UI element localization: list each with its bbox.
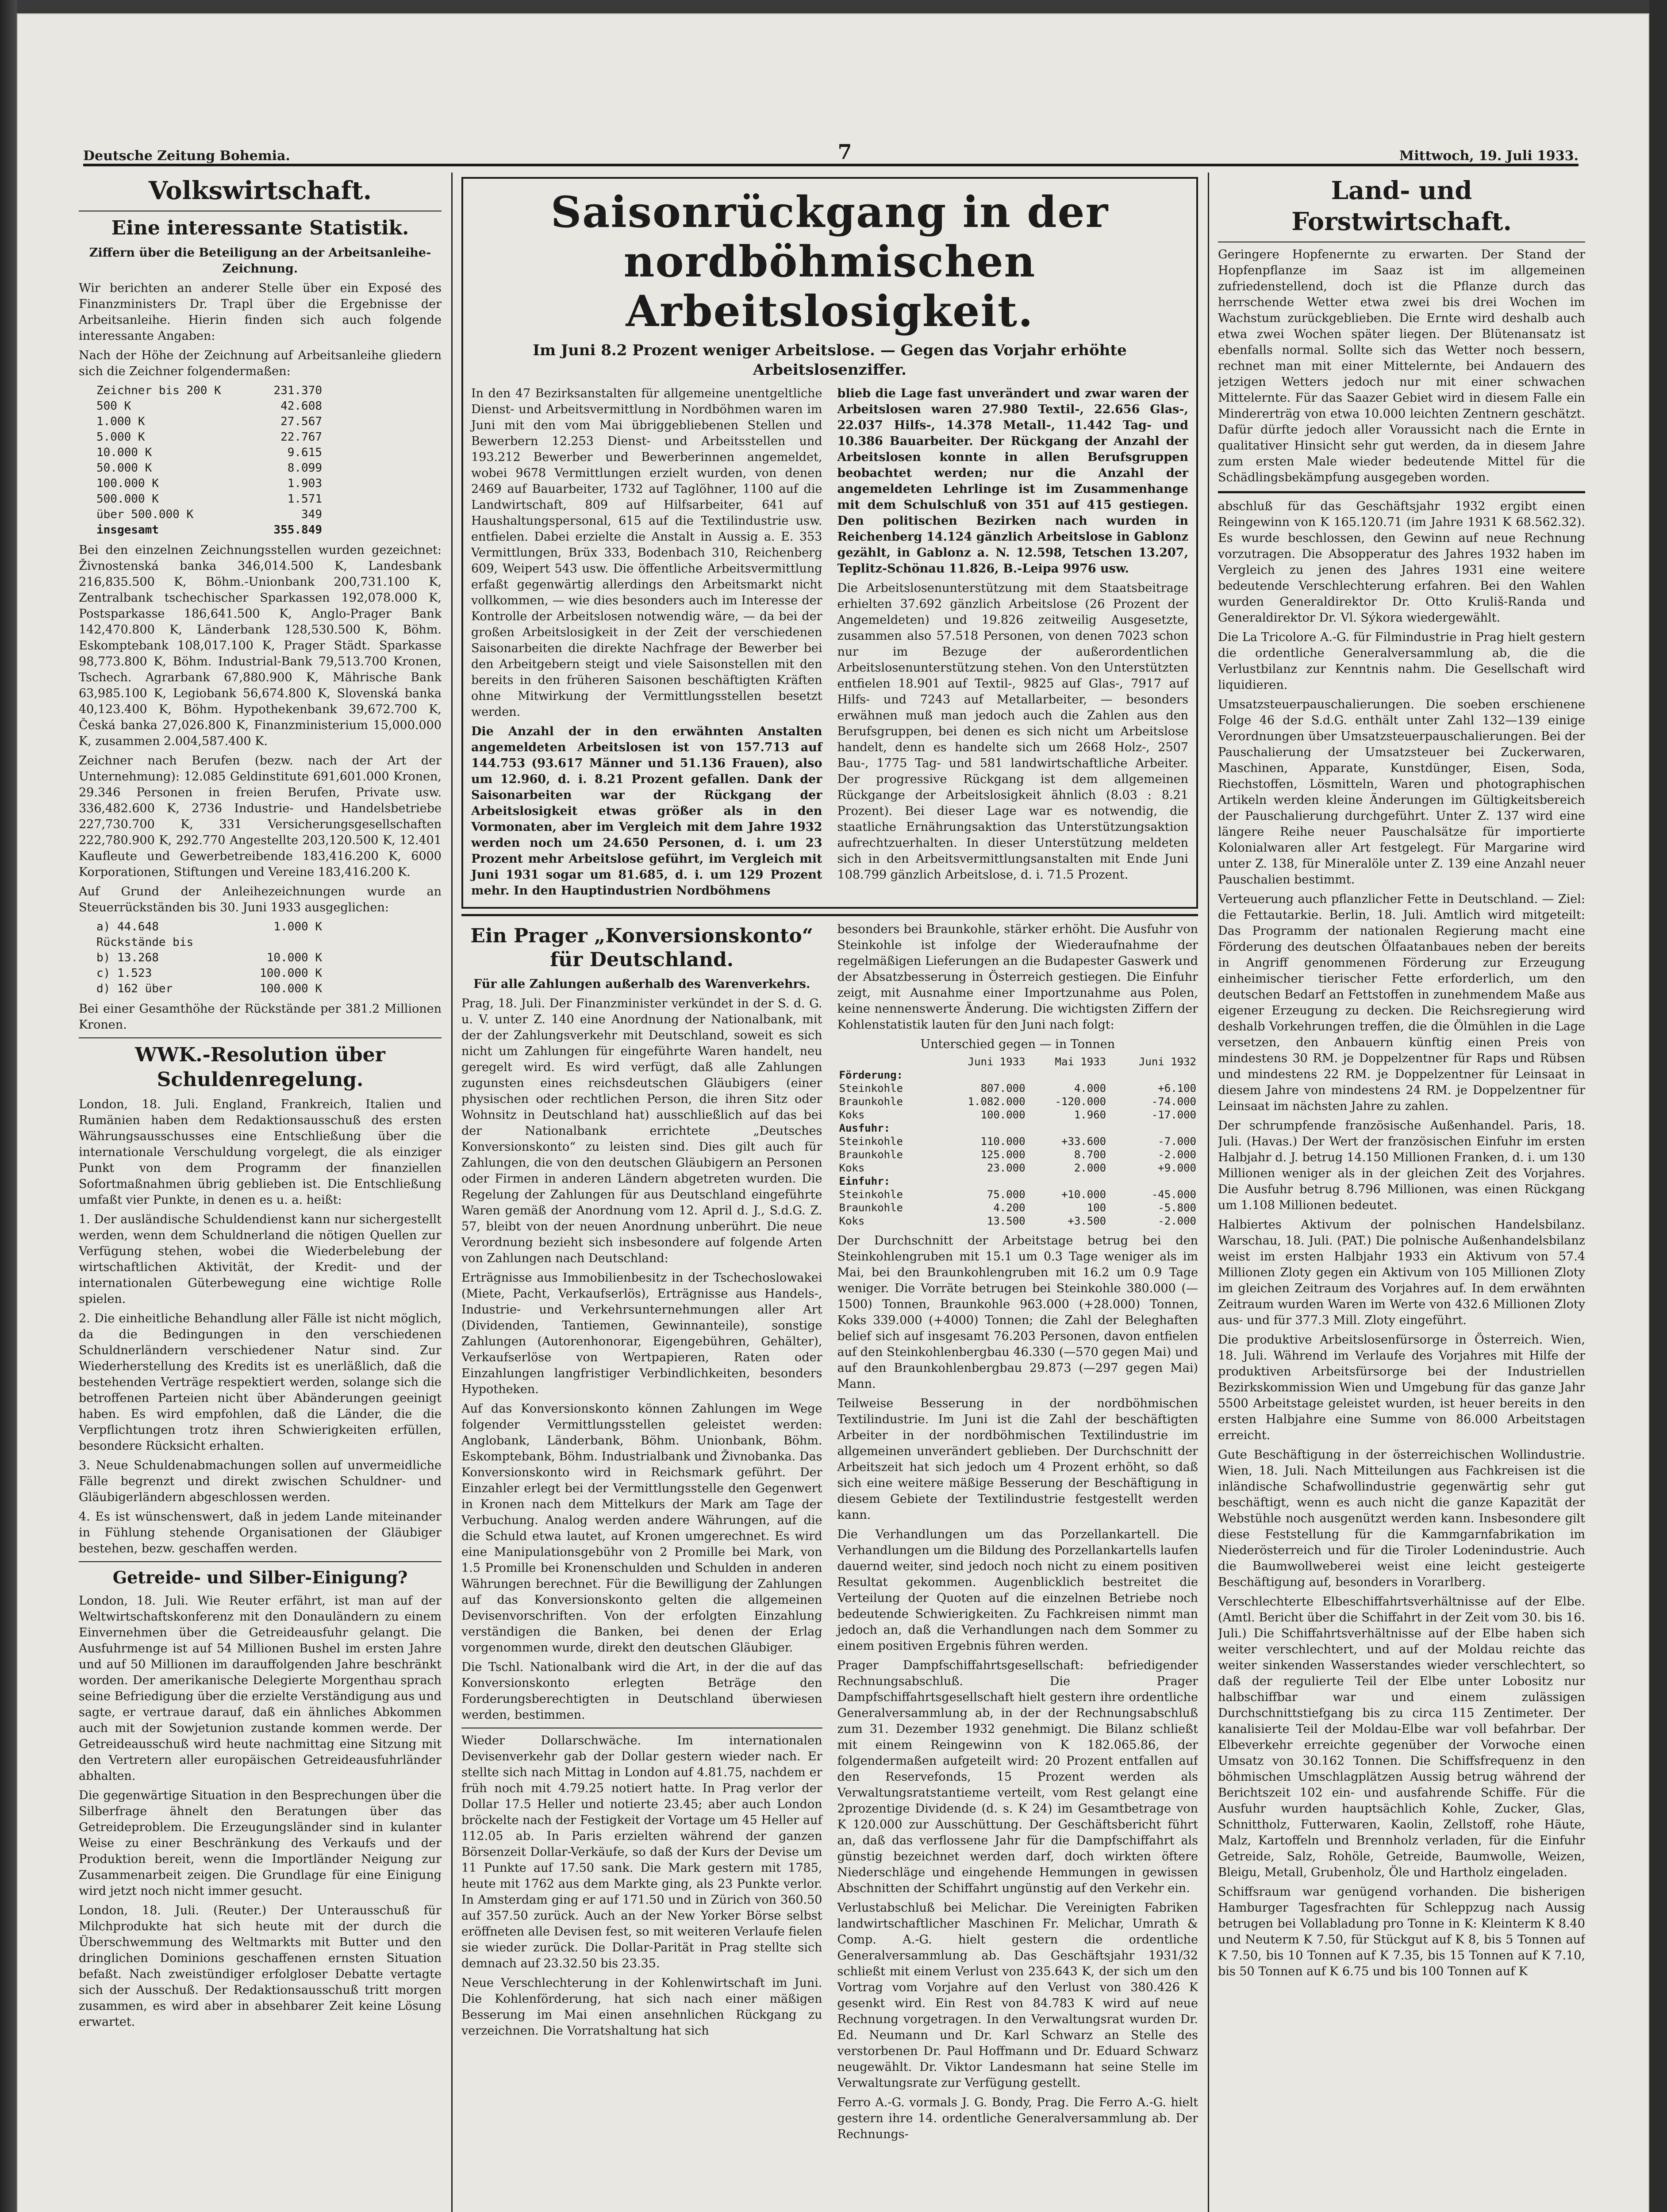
paragraph: Der Durchschnitt der Arbeitstage betrug bei den Steinkohlengruben mit 15.1 um 0.3 Tage weniger als im Mai, bei den Braunkohlengruben mit 16.2 um 0.9 Tage weniger. Die Vorräte betrugen bei Steinkohle 380.000 (—1500) Tonnen, Braunkohle 963.000 (+28.000) Tonnen, Koks 339.000 (+4000) Tonnen; die Zahl der Beleghaften belief sich auf insgesamt 76.203 Personen, davon entfielen auf den Steinkohlenbergbau 46.330 (—570 gegen Mai) und auf den Braunkohlenbergbau 29.873 (—297 gegen Mai) Mann.	[837, 1234, 1198, 1391]
paragraph: blieb die Lage fast unverändert und zwar waren der Arbeitslosen waren 27.980 Textil-, 22.656 Glas-, 22.037 Hilfs-, 14.378 Metall-, 11.442 Tag- und 10.386 Bauarbeiter. Der Rückgang der Anzahl der Arbeitslosen konnte in allen Berufsgruppen beobachtet werden; nur die Anzahl der angemeldeten Lehrlinge ist im Zusammenhange mit dem Schulschluß von 351 auf 415 gestiegen. Den politischen Bezirken nach wurden in Reichenberg 14.124 gänzlich Arbeitslose in Gablonz gezählt, in Gablonz a. N. 12.598, Tetschen 13.207, Teplitz-Schönau 11.826, B.-Leipa 9976 usw.	[837, 387, 1188, 576]
divider	[79, 1037, 442, 1038]
stat-row: 500 K 42.608	[96, 399, 322, 413]
paragraph: Bei den einzelnen Zeichnungsstellen wurden gezeichnet: Živnostenská banka 346,014.500 K, Landesbank 216,835.500 K, Böhm.-Unionbank 200,731.100 K, Zentralbank tschechischer Sparkassen 192,078.000 K, Postsparkasse 186,641.500 K, Anglo-Prager Bank 142,470.800 K, Länderbank 128,530.500 K, Böhm. Eskomptebank 108,017.100 K, Prager Städt. Sparkasse 98,773.800 K, Böhm. Industrial-Bank 79,513.700 Kronen, Tschech. Agrarbank 67,880.900 K, Mährische Bank 63,985.100 K, Legiobank 56,674.800 K, Slovenská banka 40,123.400 K, Böhm. Hypothekenbank 39,672.700 K, Česká banka 27,026.800 K, Finanzministerium 15,000.000 K, zusammen 2.004,587.400 K.	[79, 543, 442, 748]
paragraph: Die Verhandlungen um das Porzellankartell. Die Verhandlungen um die Bildung des Porzellankartells laufen dauernd weiter, sind jedoch noch nicht zu einem positiven Resultat gekommen. Augenblicklich bestreitet die Verteilung der Quoten auf die einzelnen Betriebe noch bedeutende Schwierigkeiten. Zu Fachkreisen nimmt man jedoch an, daß die Verhandlungen nach dem Sommer zu einem positiven Ergebnis führen werden.	[837, 1528, 1198, 1653]
paragraph: Verlustabschluß bei Melichar. Die Vereinigten Fabriken landwirtschaftlicher Maschinen Fr. Melichar, Umrath & Comp. A.-G. hielt gestern die ordentliche Generalversammlung ab. Das Geschäftsjahr 1931/32 schließt mit einem Verlust von 235.643 K, der sich um den Vortrag vom Vorjahre auf den Verlust von 380.426 K gesenkt wird. Ein Rest von 84.783 K wird auf neue Rechnung vorgetragen. In den Verwaltungsrat wurden Dr. Ed. Neumann und Dr. Karl Schwarz an Stelle des verstorbenen Dr. Paul Hoffmann und Dr. Eduard Schwarz neugewählt. Dr. Viktor Landesmann hat seine Stelle im Verwaltungsrate zur Verfügung gestellt.	[837, 1901, 1198, 2090]
paragraph: Auf das Konversionskonto können Zahlungen im Wege folgender Vermittlungsstellen geleistet werden: Anglobank, Länderbank, Böhm. Unionbank, Böhm. Eskomptebank, Böhm. Industrialbank und Živnobanka. Das Konversionskonto wird in Reichsmark geführt. Der Einzahler erlegt bei der Vermittlungsstelle den Gegenwert in Kronen nach dem Mittelkurs der Mark am Tage der Verbuchung. Analog werden andere Währungen, auf die die Schuld etwa lautet, auf Kronen umgerechnet. Es wird eine Manipulationsgebühr von 2 Promille bei Mark, von 1.5 Promille bei Kronenschulden und Schulden in anderen Währungen berechnet. Für die Bewilligung der Zahlungen auf das Konversionskonto gelten die allgemeinen Devisenvorschriften. Von der erfolgten Einzahlung verständigen die Banken, bei denen der Erlag vorgenommen wurde, direkt den deutschen Gläubiger.	[461, 1402, 822, 1655]
paragraph: Erträgnisse aus Immobilienbesitz in der Tschechoslowakei (Miete, Pacht, Verkaufserlös), Erträgnisse aus Handels-, Industrie- und Verkehrsunternehmungen aller Art (Dividenden, Tantiemen, Gewinnanteile), sonstige Zahlungen (Autorenhonorar, Eigengebühren, Gehälter), Verkaufserlöse von Wertpapieren, Raten oder Einzahlungen langfristiger Verbindlichkeiten, besonders Hypotheken.	[461, 1271, 822, 1396]
lead-body	[471, 386, 1188, 902]
paragraph: Schiffsraum war genügend vorhanden. Die bisherigen Hamburger Tagesfrachten für Schleppzug nach Aussig betrugen bei Vollabladung pro Tonne in K: Kleinterm K 8.40 und Neuterm K 7.50, für Stückgut auf K 8, bis 5 Tonnen auf K 7.50, bis 10 Tonnen auf K 7.35, bis 15 Tonnen auf K 7.10, bis 50 Tonnen auf K 6.75 und bis 100 Tonnen auf K	[1218, 1885, 1585, 1978]
paragraph: 3. Neue Schuldenabmachungen sollen auf unvermeidliche Fälle begrenzt und direkt zwischen Schuldner- und Gläubigerländern abgeschlossen werden.	[79, 1459, 442, 1504]
article-title: WWK.-Resolution über Schuldenregelung.	[135, 1044, 385, 1091]
table-row: Braunkohle 125.000 8.700 -2.000	[839, 1148, 1196, 1161]
table-row: Braunkohle 4.200 100 -5.800	[839, 1202, 1196, 1214]
table-section: Förderung:	[839, 1069, 903, 1081]
paragraph: Die Anzahl der in den erwähnten Anstalten angemeldeten Arbeitslosen ist von 157.713 auf 144.753 (93.617 Männer und 51.136 Frauen), also um 12.960, d. i. 8.21 Prozent gefallen. Dank der Saisonarbeiten war der Rückgang der Arbeitslosigkeit etwas größer als in den Vormonaten, aber im Vergleich mit dem Jahre 1932 werden noch um 24.650 Personen, d. i. um 23 Prozent mehr Arbeitslose geführt, im Vergleich mit Juni 1931 sogar um 81.685, d. i. um 129 Prozent mehr. In den Hauptindustrien Nordböhmens	[471, 725, 822, 898]
stat-row: 5.000 K 22.767	[96, 430, 322, 444]
statistics-list	[96, 383, 442, 538]
lead-article	[461, 177, 1198, 909]
article-subtitle: Für alle Zahlungen außerhalb des Warenverkehrs.	[473, 977, 810, 991]
paragraph: Die Arbeitslosenunterstützung mit dem Staatsbeitrage erhielten 37.692 gänzlich Arbeitslose (26 Prozent der Angemeldeten) und 19.826 zeitweilig Ausgesetzte, zusammen also 57.518 Personen, von denen 7023 schon nur im Bezuge der außerordentlichen Arbeitslosenunterstützung stehen. Von den Unterstützten entfielen 18.901 auf Textil-, 9825 auf Glas-, 7917 auf Hilfs- und 7243 auf Metallarbeiter, — besonders erwähnen muß man jedoch auch die Zahlen aus den Berufsgruppen, bei denen es sich nicht um Arbeitslose handelt, denn es handelte sich um 2668 Holz-, 2507 Bau-, 1775 Tag- und 581 landwirtschaftliche Arbeiter. Der progressive Rückgang ist dem allgemeinen Rückgange der Arbeitslosigkeit ähnlich (8.03 : 8.21 Prozent). Bei dieser Lage war es notwendig, die staatliche Ernährungsaktion das Unterstützungsaktion aufrechtzuerhalten. In dieser Unterstützung meldeten sich in den Arbeitsvermittlungsanstalten mit Ende Juni 108.799 gänzlich Arbeitslose, d. i. 71.5 Prozent.	[837, 581, 1188, 882]
stat-row: 1.000 K 27.567	[96, 415, 322, 428]
paragraph: London, 18. Juli. Wie Reuter erfährt, ist man auf der Weltwirtschaftskonferenz mit den Donauländern zu einem Einvernehmen über die Getreideausfuhr gelangt. Die Ausfuhrmenge ist auf 54 Millionen Bushel im ersten Jahre und auf 50 Millionen im darauffolgenden Jahre beschränkt worden. Der amerikanische Delegierte Morgenthau sprach seine Befriedigung über die erzielte Verständigung aus und sagte, er vertraue darauf, daß ein ähnliches Abkommen auch mit der Sowjetunion zustande kommen werde. Der Getreideausschuß wird heute nachmittag eine Sitzung mit den Vertretern aller europäischen Getreideausfuhrländer abhalten.	[79, 1594, 442, 1783]
divider	[461, 914, 1198, 916]
stat-row: d) 162 über 100.000 K	[96, 982, 322, 995]
section-title: Land- und Forstwirtschaft.	[1291, 176, 1512, 236]
table-section: Ausfuhr:	[839, 1122, 891, 1134]
table-header: Juni 1933 Mai 1933 Juni 1932	[968, 1056, 1196, 1068]
paragraph: Umsatzsteuerpauschalierungen. Die soeben erschienene Folge 46 der S.d.G. enthält unter Zahl 132—139 einige Verordnungen über Umsatzsteuerpauschalierungen. Bei der Pauschalierung der Umsatzsteuer bei Zuckerwaren, Maschinen, Apparate, Kunstdünger, Eisen, Soda, Riechstoffen, Lösmitteln, Waren und photographischen Artikeln werden kleine Änderungen im Gültigkeitsbereich der Pauschalierung durchgeführt. Unter Z. 137 wird eine längere Reihe neuer Pauschalsätze für importierte Kolonialwaren aller Art festgelegt. Für Margarine wird unter Z. 138, für Mineralöle unter Z. 139 eine Anzahl neuer Pauschalien bestimmt.	[1218, 698, 1585, 887]
paragraph: In den 47 Bezirksanstalten für allgemeine unentgeltliche Dienst- und Arbeitsvermittlung in Nordböhmen waren im Juni mit den vom Mai übriggebliebenen Stellen und Bewerbern 12.253 Dienst- und Arbeitsstellen und 193.212 Bewerber und Bewerberinnen angemeldet, wobei 9678 Vermittlungen erzielt wurden, von denen 2469 auf Bauarbeiter, 1732 auf Taglöhner, 1100 auf die Landwirtschaft, 809 auf Hilfsarbeiter, 641 auf Haushaltungspersonal, 615 auf die Textilindustrie usw. entfielen. Dabei erzielte die Anstalt in Aussig a. E. 353 Vermittlungen, Brüx 333, Bodenbach 310, Reichenberg 609, Weipert 543 usw. Die öffentliche Arbeitsvermittlung erfaßt gegenwärtig allerdings den Arbeitsmarkt nicht vollkommen, — wie dies besonders auch im Interesse der Kontrolle der Arbeitslosen notwendig wäre, — da bei der großen Arbeitslosigkeit in der Zeit der verschiedenen Saisonarbeiten die direkte Nachfrage der Bewerber bei den Arbeitgebern steigt und viele Saisonstellen mit den bereits in den früheren Saisonen beschäftigten Kräften ohne Mitwirkung der Vermittlungsstellen besetzt werden.	[471, 387, 822, 719]
paragraph: Die gegenwärtige Situation in den Besprechungen über die Silberfrage ähnelt den Beratungen über das Getreideproblem. Die Erzeugungsländer sind in kulanter Weise zu einer Beschränkung des Verkaufs und der Produktion bereit, wenn die Importländer Neigung zur Zusammenarbeit zeigen. Die Grundlage für eine Einigung wird jetzt noch nicht immer gesucht.	[79, 1789, 442, 1898]
right-column	[1218, 173, 1585, 2212]
table-row: Koks 100.000 1.960 -17.000	[839, 1109, 1196, 1121]
stat-row: 500.000 K 1.571	[96, 492, 322, 506]
stat-row: insgesamt 355.849	[96, 523, 322, 537]
paragraph: Auf Grund der Anleihezeichnungen wurde an Steuerrückständen bis 30. Juni 1933 ausgeglichen:	[79, 885, 442, 914]
paragraph: 1. Der ausländische Schuldendienst kann nur sichergestellt werden, wenn dem Schuldnerland die nötigen Quellen zur Verfügung stehen, wobei die Wiederbelebung der wirtschaftlichen Aktivität, der Kredit- und der internationalen Güterbewegung eine wichtige Rolle spielen.	[79, 1213, 442, 1306]
paragraph: Nach der Höhe der Zeichnung auf Arbeitsanleihe gliedern sich die Zeichner folgendermaßen:	[79, 349, 442, 378]
arrears-list	[96, 919, 442, 997]
paragraph: London, 18. Juli. England, Frankreich, Italien und Rumänien haben dem Redaktionsausschuß des ersten Währungsausschusses eine Entschließung über die internationale Verschuldung vorgelegt, die als einziger Punkt von dem Programm der finanziellen Sofortmaßnahmen übrig geblieben ist. Die Entschließung umfaßt vier Punkte, in denen es u. a. heißt:	[79, 1098, 442, 1207]
divider	[79, 1561, 442, 1562]
page-edge	[1649, 0, 1667, 2212]
paragraph: Verschlechterte Elbeschiffahrtsverhältnisse auf der Elbe. (Amtl. Bericht über die Schiffahrt in der Zeit vom 30. bis 16. Juli.) Die Schiffahrtsverhältnisse auf der Elbe haben sich weiter verschlechtert, und auf der Moldau reichte das weiter sinkenden Wasserstandes wieder verschlechtert, so daß der regulierte Teil der Elbe unter Lobositz nur halbschiffbar war und einem zulässigen Durchschnittstiefgang bis zu circa 115 Zentimeter. Der kanalisierte Teil der Moldau-Elbe war voll befahrbar. Der Elbeverkehr erreichte gegenüber der Vorwoche einen Umsatz von 30.162 Tonnen. Die Schiffsfrequenz in den böhmischen Umschlagplätzen Aussig betrug während der Berichtszeit 102 ein- und ausfahrende Schiffe. Für die Ausfuhr wurden hauptsächlich Kohle, Zucker, Glas, Schnittholz, Futterwaren, Kaolin, Zellstoff, rohe Häute, Malz, Kartoffeln und Brennholz verladen, für die Einfuhr Getreide, Salz, Rohöle, Getreide, Baumwolle, Weizen, Bleigu, Metall, Grubenholz, Öle und Hartholz eingeladen.	[1218, 1595, 1585, 1879]
stat-row: 10.000 K 9.615	[96, 446, 322, 459]
paragraph: Zeichner nach Berufen (bezw. nach der Art der Unternehmung): 12.085 Geldinstitute 691,601.000 Kronen, 29.346 Personen in freien Berufen, Private usw. 336,482.600 K, 2736 Industrie- und Handelsbetriebe 227,730.700 K, 331 Versicherungsgesellschaften 222,780.900 K, 292.770 Angestellte 203,120.500 K, 12.401 Kaufleute und Gewerbetreibende 183,416.200 K, 6000 Korporationen, Stiftungen und Vereine 183,416.200 K.	[79, 754, 442, 879]
newspaper-page	[17, 13, 1649, 2212]
page-binding	[0, 0, 17, 2212]
paragraph: abschluß für das Geschäftsjahr 1932 ergibt einen Reingewinn von K 165.120.71 (im Jahre 1931 K 68.562.32). Es wurde beschlossen, den Gewinn auf neue Rechnung vorzutragen. Die Absopperatur des Jahres 1932 haben im Vergleich zu jenen des Jahres 1931 eine weitere bedeutende Verschlechterung erfahren. Bei den Wahlen wurden Generaldirektor Dr. Otto Kruliš-Randa und Generaldirektor Dr. Vl. Sýkora wiedergewählt.	[1218, 499, 1585, 625]
article-title: Eine interessante Statistik.	[111, 217, 409, 239]
paragraph: London, 18. Juli. (Reuter.) Der Unterausschuß für Milchprodukte hat sich heute mit der durch die Überschwemmung des Weltmarkts mit Butter und den dringlichen Dominions geschaffenen ernsten Situation befaßt. Nach zweistündiger erfolgloser Debatte vertagte sich der Ausschuß. Der Redaktionsausschuß tritt morgen zusammen, es wird aber in absehbarer Zeit keine Lösung erwartet.	[79, 1904, 442, 2029]
paragraph: Verteuerung auch pflanzlicher Fette in Deutschland. — Ziel: die Fettautarkie. Berlin, 18. Juli. Amtlich wird mitgeteilt: Das Programm der nationalen Regierung macht eine Förderung des deutschen Ölfaatanbaues neben der bereits in Angriff genommenen Förderung zur Erzeugung einheimischer tierischer Fette erforderlich, um den deutschen Bedarf an Fettstoffen in zunehmendem Maße aus eigener Erzeugung zu decken. Die Reichsregierung wird deshalb Vorkehrungen treffen, die die Ölmühlen in die Lage versetzen, den Anbauern künftig einen Preis von mindestens 30 RM. je Doppelzentner für Raps und Rübsen und mindestens 22 RM. je Doppelzentner für Leinsaat in diesem Jahre von mindestens 24 RM. je Doppelzentner für Leinsaat im nächsten Jahre zu zahlen.	[1218, 892, 1585, 1113]
page-number: 7	[837, 140, 852, 164]
lead-subhead: Im Juni 8.2 Prozent weniger Arbeitslose. — Gegen das Vorjahr erhöhte Arbeitslosenziffer.	[533, 342, 1127, 379]
article-subtitle: Ziffern über die Beteiligung an der Arbeitsanleihe-Zeichnung.	[89, 246, 431, 276]
masthead-name: Deutsche Zeitung Bohemia.	[83, 148, 290, 164]
paragraph: 2. Die einheitliche Behandlung aller Fälle ist nicht möglich, da die Bedingungen in den verschiedenen Schuldnerländern verschiedener Natur sind. Zur Wiederherstellung des Kredits ist es unerläßlich, daß die bestehenden Verträge respektiert werden, solange sich die betroffenen Parteien nicht über Abänderungen geeinigt haben. Es wird empfohlen, daß die Länder, die die Verpflichtungen trotz ihren Schwierigkeiten erfüllen, besondere Rücksicht erhalten.	[79, 1312, 442, 1453]
lower-articles	[461, 922, 1198, 2146]
lead-headline: Saisonrückgang in der nordböhmischen Arbeitslosigkeit.	[550, 187, 1109, 336]
paragraph: Die La Tricolore A.-G. für Filmindustrie in Prag hielt gestern die ordentliche Generalversammlung ab, die die Verlustbilanz zur Kenntnis nahm. Die Gesellschaft wird liquidieren.	[1218, 630, 1585, 692]
table-note: Unterschied gegen — in Tonnen	[920, 1037, 1115, 1051]
table-row: Koks 23.000 2.000 +9.000	[839, 1162, 1196, 1174]
paragraph: Die Tschl. Nationalbank wird die Art, in der die auf das Konversionskonto erlegten Beträge den Forderungsberechtigten in Deutschland überwiesen werden, bestimmen.	[461, 1660, 822, 1722]
paragraph: Wieder Dollarschwäche. Im internationalen Devisenverkehr gab der Dollar gestern wieder nach. Er stellte sich nach Mittag in London auf 4.81.75, nachdem er früh noch mit 4.79.25 notiert hatte. In Prag verlor der Dollar 17.5 Heller und notierte 23.45; aber auch London bröckelte nach der Festigkeit der Vortage um 45 Heller auf 112.05 ab. In Paris erzielten während der ganzen Börsenzeit Dollar-Verkäufe, so daß der Kurs der Devise um 11 Punkte auf 17.50 sank. Die Mark gestern mit 1785, heute mit 1762 aus dem Markte ging, als 23 Punkte verlor. In Amsterdam ging er auf 171.50 und in Zürich von 360.50 auf 357.50 zurück. Auch an der New Yorker Börse selbst eröffneten alle Devisen fest, so mit weiteren Verlaufe fielen sie wieder zurück. Die Dollar-Parität in Prag stellte sich demnach auf 23.32.50 bis 23.35.	[461, 1734, 822, 1970]
article-title: Getreide- und Silber-Einigung?	[112, 1567, 408, 1587]
article-title: Ein Prager „Konversionskonto“ für Deutschland.	[470, 925, 814, 971]
table-section: Einfuhr:	[839, 1175, 891, 1187]
page-header	[83, 133, 1579, 166]
issue-date: Mittwoch, 19. Juli 1933.	[1399, 148, 1579, 164]
paragraph: Teilweise Besserung in der nordböhmischen Textilindustrie. Im Juni ist die Zahl der beschäftigten Arbeiter in der nordböhmischen Textilindustrie im allgemeinen unverändert geblieben. Der Durchschnitt der Arbeitszeit hat sich jedoch um 4 Prozent erhöht, so daß sich eine weitere mäßige Besserung der Beschäftigung in diesem Gebiete der Textilindustrie festgestellt werden kann.	[837, 1397, 1198, 1522]
paragraph: Gute Beschäftigung in der österreichischen Wollindustrie. Wien, 18. Juli. Nach Mitteilungen aus Fachkreisen ist die inländische Schafwollindustrie gegenwärtig sehr gut beschäftigt, wenn es auch nicht die ganze Kapazität der Webstühle noch ausgenützt werden kann. Insbesondere gilt diese Feststellung für die Kammgarnfabrikation im Niederösterreich und für die Tiroler Lodenindustrie. Auch die Baumwollweberei weist eine leicht gesteigerte Beschäftigung auf, besonders in Vorarlberg.	[1218, 1448, 1585, 1589]
paragraph: Prager Dampfschiffahrtsgesellschaft: befriedigender Rechnungsabschluß. Die Prager Dampfschiffahrtsgesellschaft hielt gestern ihre ordentliche Generalversammlung ab, in der der Rechnungsabschluß zum 31. Dezember 1932 genehmigt. Die Bilanz schließt mit einem Reingewinn von K 182.065.86, der folgendermaßen aufgeteilt wird: 20 Prozent entfallen auf den Reservefonds, 15 Prozent werden als Verwaltungsratstantieme verteilt, vom Rest gelangt eine 2prozentige Dividende (d. s. K 24) im Gesamtbetrage von K 120.000 zur Ausschüttung. Der Geschäftsbericht führt an, daß das verflossene Jahr für die Dampfschiffahrt als günstig bezeichnet werden darf, doch wirkten öftere Niederschläge und eingehende Hemmungen in gewissen Abschnitten der Schiffahrt ungünstig auf den Verkehr ein.	[837, 1659, 1198, 1895]
stat-row: Zeichner bis 200 K 231.370	[96, 384, 322, 397]
paragraph: besonders bei Braunkohle, stärker erhöht. Die Ausfuhr von Steinkohle ist infolge der Wiederaufnahme der regelmäßigen Lieferungen an die Budapester Gaswerk und der Absatzbesserung in Österreich gestiegen. Die Einfuhr zeigt, mit Ausnahme einer Importzunahme aus Polen, keine nennenswerte Änderung. Die wichtigsten Ziffern der Kohlenstatistik lauten für den Juni nach folgt:	[837, 922, 1198, 1032]
paragraph: Wir berichten an anderer Stelle über ein Exposé des Finanzministers Dr. Trapl über die Ergebnisse der Arbeitsanleihe. Hierin finden sich auch folgende interessante Angaben:	[79, 281, 442, 343]
stat-row: c) 1.523 100.000 K	[96, 967, 322, 980]
column-rule	[1208, 173, 1209, 2212]
paragraph: Die produktive Arbeitslosenfürsorge in Österreich. Wien, 18. Juli. Während im Verlaufe des Vorjahres mit Hilfe der produktiven Arbeitsfürsorge bei der Industriellen Bezirkskommission Wien und Umgebung für das ganze Jahr 5500 Arbeitstage geleistet wurden, ist heuer bereits in den ersten Halbjahre eine Summe von 86.000 Arbeitstagen erreicht.	[1218, 1333, 1585, 1442]
stat-row: über 500.000 K 349	[96, 508, 322, 521]
coal-statistics-table	[837, 1055, 1198, 1228]
table-row: Braunkohle 1.082.000 -120.000 -74.000	[839, 1095, 1196, 1108]
stat-row: 100.000 K 1.903	[96, 477, 322, 490]
paragraph: 4. Es ist wünschenswert, daß in jedem Lande miteinander in Fühlung stehende Organisationen der Gläubiger bestehen, bezw. geschaffen werden.	[79, 1510, 442, 1555]
paragraph: Geringere Hopfenernte zu erwarten. Der Stand der Hopfenpflanze im Saaz ist im allgemeinen zufriedenstellend, doch ist die Pflanze durch das herrschende Wetter etwa zwei bis drei Wochen im Wachstum zurückgeblieben. Die Ernte wird deshalb auch etwa zwei Wochen später liegen. Der Blütenansatz ist ebenfalls normal. Sollte sich das Wetter noch bessern, rechnet man mit einer Mittelernte, bei Andauern des jetzigen Wetters jedoch nur mit einer schwachen Mittelernte. Für das Saazer Gebiet wird in diesem Falle ein Mindererträg von etwa 10.000 leichten Zentnern geschätzt. Dafür dürfte jedoch aller Voraussicht nach die Ernte in qualitativer Hinsicht sehr gut werden, da in diesem Jahre zum ersten Male wieder bedeutende Mittel für die Schädlingsbekämpfung ausgegeben worden.	[1218, 248, 1585, 484]
left-column	[79, 173, 442, 2212]
paragraph: Der schrumpfende französische Außenhandel. Paris, 18. Juli. (Havas.) Der Wert der französischen Einfuhr im ersten Halbjahr d. J. betrug 14.150 Millionen Franken, d. i. um 130 Millionen weniger als in der gleichen Zeit des Vorjahres. Die Ausfuhr betrug 8.796 Millionen, was einen Rückgang um 1.108 Millionen bedeutet.	[1218, 1119, 1585, 1212]
paragraph: Neue Verschlechterung in der Kohlenwirtschaft im Juni. Die Kohlenförderung, hat sich nach einer mäßigen Besserung im Mai einen ansehnlichen Rückgang zu verzeichnen. Die Vorratshaltung hat sich	[461, 1976, 822, 2038]
table-row: Koks 13.500 +3.500 -2.000	[839, 1215, 1196, 1227]
column-rule	[451, 173, 453, 2212]
section-title: Volkswirtschaft.	[148, 176, 372, 205]
paragraph: Prag, 18. Juli. Der Finanzminister verkündet in der S. d. G. u. V. unter Z. 140 eine Anordnung der Nationalbank, mit der der Zahlungsverkehr mit Deutschland, soweit es sich nicht um Zahlungen für eingeführte Waren handelt, neu geregelt wird. Es wird verfügt, daß alle Zahlungen zugunsten eines reichsdeutschen Gläubigers (einer physischen oder rechtlichen Person, die ihren Sitz oder Wohnsitz in Deutschland hat) ausschließlich auf das bei der Nationalbank errichtete „Deutsches Konversionskonto“ zu leisten sind. Dies gilt auch für Zahlungen, die von den deutschen Gläubigern an Personen oder Firmen in anderen Ländern abgetreten wurden. Die Regelung der Zahlungen für aus Deutschland eingeführte Waren gemäß der Anordnung vom 12. April d. J., S.d.G. Z. 57, bleibt von der neuen Anordnung unberührt. Die neue Verordnung bezieht sich insbesondere auf folgende Arten von Zahlungen nach Deutschland:	[461, 997, 822, 1265]
stat-row: 50.000 K 8.099	[96, 461, 322, 475]
table-row: Steinkohle 110.000 +33.600 -7.000	[839, 1135, 1196, 1148]
paragraph: Halbiertes Aktivum der polnischen Handelsbilanz. Warschau, 18. Juli. (PAT.) Die polnische Außenhandelsbilanz weist im ersten Halbjahr 1933 ein Aktivum von 57.4 Millionen Zloty gegen ein Aktivum von 105 Millionen Zloty im gleichen Zeitraum des Vorjahres auf. In dem erwähnten Zeitraum wurden Waren im Werte von 432.6 Millionen Zloty aus- und für 377.3 Mill. Zloty eingeführt.	[1218, 1218, 1585, 1327]
table-row: Steinkohle 75.000 +10.000 -45.000	[839, 1188, 1196, 1201]
paragraph: Ferro A.-G. vormals J. G. Bondy, Prag. Die Ferro A.-G. hielt gestern ihre 14. ordentliche Generalversammlung ab. Der Rechnungs-	[837, 2096, 1198, 2141]
stat-row: a) 44.648 Rückstände bis 1.000 K	[96, 920, 322, 949]
center-column	[461, 173, 1198, 2212]
paragraph: Bei einer Gesamthöhe der Rückstände per 381.2 Millionen Kronen.	[79, 1002, 442, 1032]
divider	[1218, 491, 1585, 493]
table-row: Steinkohle 807.000 4.000 +6.100	[839, 1082, 1196, 1094]
stat-row: b) 13.268 10.000 K	[96, 951, 322, 964]
